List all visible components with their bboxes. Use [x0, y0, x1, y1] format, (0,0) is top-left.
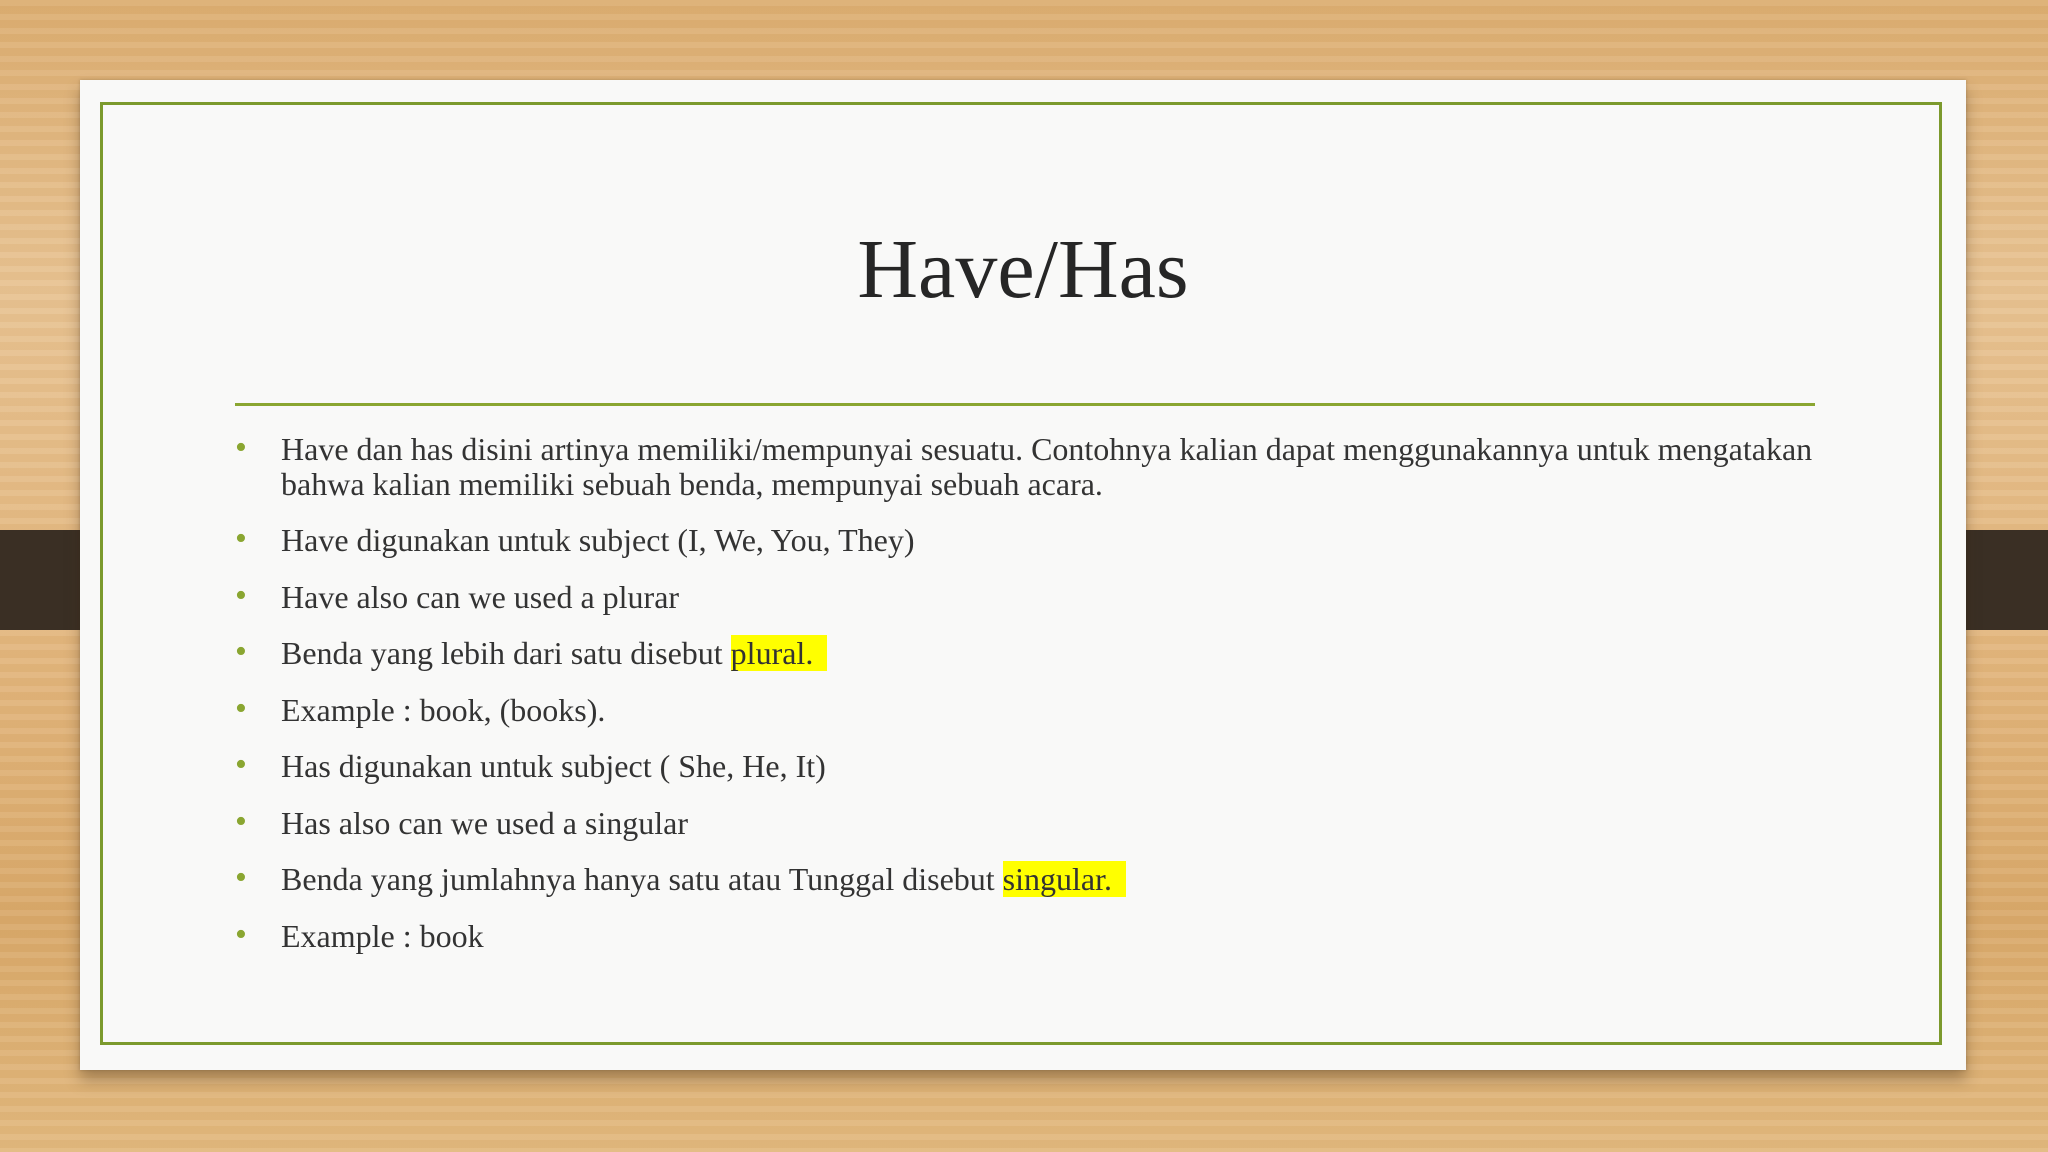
bullet-text: Has also can we used a singular	[281, 804, 688, 841]
bullet-item	[235, 689, 1815, 728]
slide	[80, 80, 1966, 1070]
bullet-item	[235, 633, 1815, 672]
bullet-item	[235, 520, 1815, 559]
bullet-item	[235, 576, 1815, 615]
bullet-item	[235, 802, 1815, 841]
bullet-item	[235, 859, 1815, 898]
bullet-dot-icon: •	[235, 689, 247, 727]
bullet-text: Example : book	[281, 917, 484, 954]
bullet-text: Has digunakan untuk subject ( She, He, It)	[281, 748, 826, 785]
bullet-text: Have also can we used a plurar	[281, 578, 680, 615]
bullet-dot-icon: •	[235, 802, 247, 840]
bullet-dot-icon: •	[235, 633, 247, 671]
bullet-text: Example : book, (books).	[281, 691, 606, 728]
highlighted-term: singular.	[1003, 861, 1126, 897]
bullet-list	[235, 429, 1815, 975]
bullet-text: Have digunakan untuk subject (I, We, You, They)	[281, 522, 915, 559]
bullet-text: Benda yang jumlahnya hanya satu atau Tunggal disebut	[281, 861, 1003, 898]
slide-title: Have/Has	[857, 223, 1189, 316]
bullet-dot-icon: •	[235, 915, 247, 953]
bullet-item	[235, 429, 1815, 502]
bullet-text: Benda yang lebih dari satu disebut	[281, 635, 731, 672]
title-divider	[235, 403, 1815, 406]
highlighted-term: plural.	[731, 635, 828, 671]
bullet-dot-icon: •	[235, 520, 247, 558]
bullet-dot-icon: •	[235, 429, 247, 466]
bullet-item	[235, 746, 1815, 785]
bullet-dot-icon: •	[235, 746, 247, 784]
bullet-text: Have dan has disini artinya memiliki/mempunyai sesuatu. Contohnya kalian dapat menggunakannya untuk mengatakan bahwa kalian memiliki sebuah benda, mempunyai sebuah acara.	[281, 431, 1813, 502]
bullet-dot-icon: •	[235, 576, 247, 614]
bullet-dot-icon: •	[235, 859, 247, 897]
bullet-item	[235, 915, 1815, 954]
